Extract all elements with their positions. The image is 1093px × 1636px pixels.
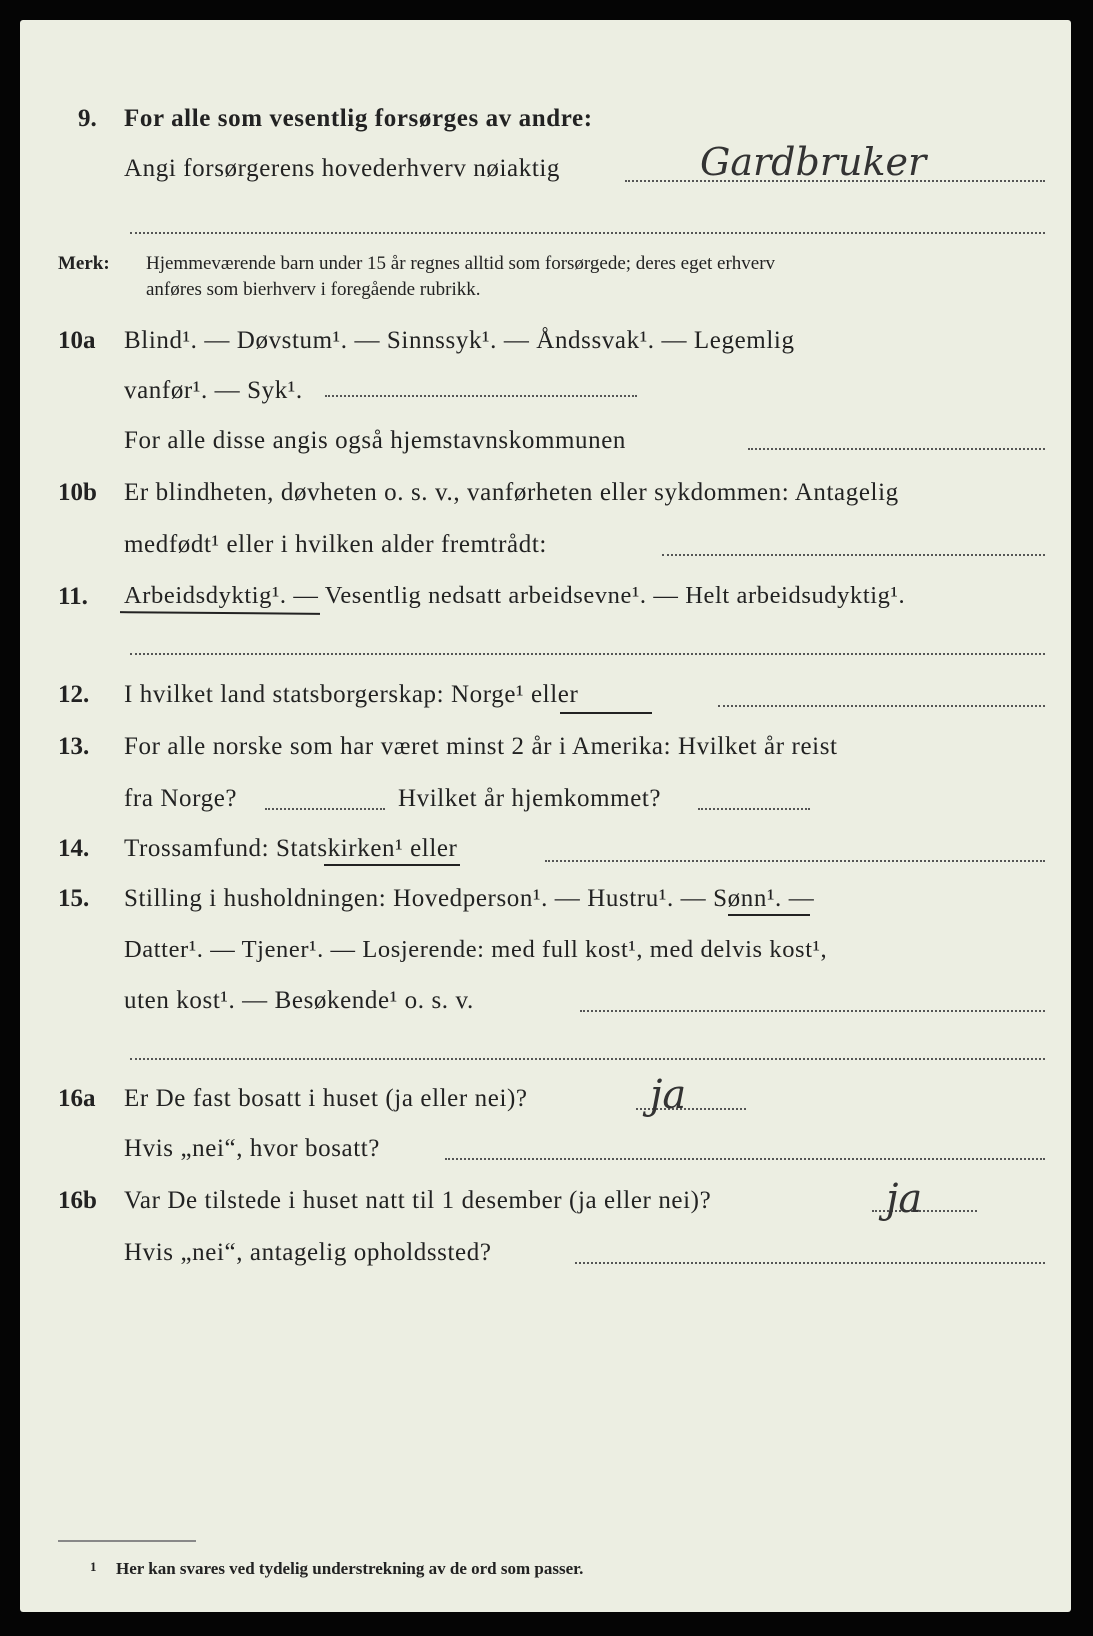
q11-extra-line[interactable] [130, 653, 1045, 655]
q12-number: 12. [58, 681, 90, 708]
q10a-line1: Blind¹. — Døvstum¹. — Sinnssyk¹. — Åndssvak¹. — Legemlig [124, 327, 795, 354]
q16b-opholdssted-line[interactable] [575, 1262, 1045, 1264]
footnote-separator [58, 1540, 196, 1542]
q16a-number: 16a [58, 1085, 96, 1112]
q14-number: 14. [58, 835, 90, 862]
q10a-line3: For alle disse angis også hjemstavnskommunen [124, 427, 627, 454]
q10b-answer-line[interactable] [662, 554, 1045, 556]
q9-line2: Angi forsørgerens hovederhverv nøiaktig [124, 155, 561, 182]
note-line1: Hjemmeværende barn under 15 år regnes alltid som forsørgede; deres eget erhverv [146, 253, 776, 274]
q13-line2b: Hvilket år hjemkommet? [398, 785, 662, 812]
q11-line1: Arbeidsdyktig¹. — Vesentlig nedsatt arbeidsevne¹. — Helt arbeidsudyktig¹. [124, 582, 906, 609]
q13-reist-line[interactable] [265, 808, 385, 810]
q12-underline-norge [560, 712, 652, 714]
q16b-handwritten-answer: ja [886, 1176, 923, 1222]
q13-line1: For alle norske som har været minst 2 år i Amerika: Hvilket år reist [124, 733, 838, 760]
q15-line3: uten kost¹. — Besøkende¹ o. s. v. [124, 987, 474, 1014]
q14-answer-line[interactable] [545, 860, 1045, 862]
q12-line1: I hvilket land statsborgerskap: Norge¹ eller [124, 681, 579, 708]
q16b-line1: Var De tilstede i huset natt til 1 desember (ja eller nei)? [124, 1187, 712, 1214]
q15-underline-hustru [728, 914, 810, 916]
q12-answer-line[interactable] [718, 705, 1045, 707]
census-form-page [20, 20, 1071, 1612]
q13-hjemkommet-line[interactable] [698, 808, 810, 810]
q15-number: 15. [58, 885, 90, 912]
q13-line2a: fra Norge? [124, 785, 238, 812]
q10a-number: 10a [58, 327, 96, 354]
q9-handwritten-answer: Gardbruker [700, 140, 927, 184]
q10a-syk-line[interactable] [325, 395, 637, 397]
footnote-mark: 1 [90, 1559, 97, 1574]
q16a-bosatt-line[interactable] [445, 1158, 1045, 1160]
q14-underline-statskirken [324, 864, 460, 866]
q15-line2: Datter¹. — Tjener¹. — Losjerende: med full kost¹, med delvis kost¹, [124, 936, 828, 963]
q13-number: 13. [58, 733, 90, 760]
q16b-line2: Hvis „nei“, antagelig opholdssted? [124, 1239, 492, 1266]
q15-extra-line[interactable] [130, 1058, 1045, 1060]
note-line2: anføres som bierhverv i foregående rubrikk. [146, 279, 481, 300]
q9-extra-line[interactable] [130, 232, 1045, 234]
q10b-line2: medfødt¹ eller i hvilken alder fremtrådt: [124, 531, 547, 558]
q10a-kommune-line[interactable] [748, 448, 1045, 450]
q9-number: 9. [78, 105, 97, 132]
q16a-line2: Hvis „nei“, hvor bosatt? [124, 1135, 381, 1162]
q10a-line2: vanfør¹. — Syk¹. [124, 377, 303, 404]
q16b-number: 16b [58, 1187, 97, 1214]
q10b-line1: Er blindheten, døvheten o. s. v., vanførheten eller sykdommen: Antagelig [124, 479, 899, 506]
q16a-line1: Er De fast bosatt i huset (ja eller nei)? [124, 1085, 528, 1112]
note-label: Merk: [58, 253, 110, 274]
q11-number: 11. [58, 583, 88, 610]
q11-underline-arbeidsdyktig [120, 611, 320, 615]
q15-answer-line[interactable] [580, 1010, 1045, 1012]
q10b-number: 10b [58, 479, 97, 506]
q14-line1: Trossamfund: Statskirken¹ eller [124, 835, 458, 862]
q16a-handwritten-answer: ja [650, 1072, 687, 1118]
q15-line1: Stilling i husholdningen: Hovedperson¹. — Hustru¹. — Sønn¹. — [124, 885, 815, 912]
q9-line1: For alle som vesentlig forsørges av andre: [124, 105, 593, 132]
footnote-text: Her kan svares ved tydelig understrekning av de ord som passer. [116, 1559, 584, 1578]
